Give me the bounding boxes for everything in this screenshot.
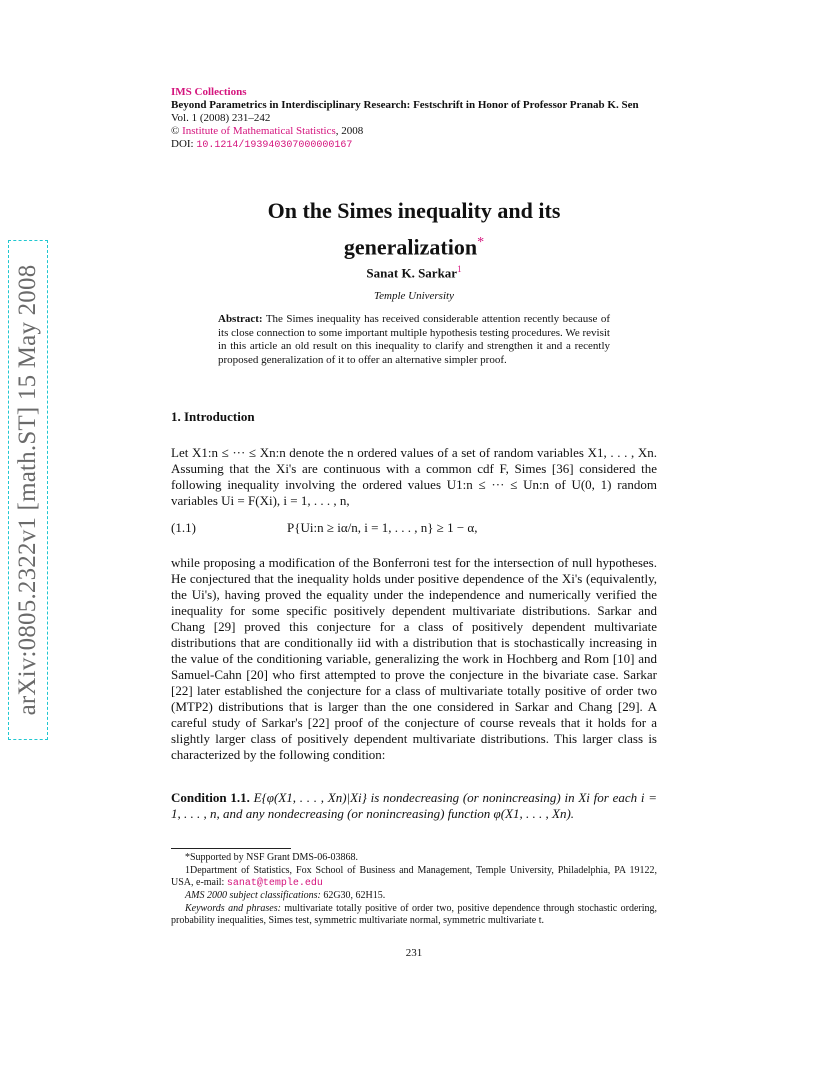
doi-line: [171, 138, 671, 152]
copyright-line: [171, 125, 671, 138]
journal-header: [171, 86, 671, 152]
copyright-symbol: ©: [171, 125, 180, 137]
arxiv-stamp-text[interactable]: arXiv:0805.2322v1 [math.ST] 15 May 2008: [8, 240, 48, 740]
abstract: [218, 313, 610, 367]
section-heading: 1. Introduction: [171, 409, 255, 424]
ams-value: 62G30, 62H15.: [320, 890, 386, 901]
keywords-label: Keywords and phrases:: [185, 903, 281, 914]
title-line-2: generalization: [343, 234, 478, 260]
footnote-affiliation-text: 1Department of Statistics, Fox School of Business and Management, Temple University, Philadelphia, PA 19122, USA, e-mail:: [171, 865, 657, 888]
arxiv-stamp: [8, 240, 48, 740]
book-title: Beyond Parametrics in Interdisciplinary Research: Festschrift in Honor of Professor Pranab K. Sen: [171, 99, 639, 111]
page-number: 231: [405, 947, 423, 959]
copyright-year: , 2008: [335, 125, 364, 137]
title-line-2-wrap: [171, 227, 657, 263]
abstract-label: Abstract:: [218, 313, 263, 325]
title-line-1: On the Simes inequality and its: [267, 198, 561, 223]
doi-link[interactable]: 10.1214/193940307000000167: [196, 140, 353, 151]
condition-1-1: [171, 790, 657, 822]
ams-label: AMS 2000 subject classifications:: [185, 890, 321, 901]
email-link[interactable]: sanat@temple.edu: [226, 878, 323, 889]
footnote-rule: [171, 848, 291, 849]
paper-title: [171, 195, 657, 263]
author-footnote-mark[interactable]: 1: [457, 264, 462, 274]
keywords: [171, 903, 657, 927]
series-name: IMS Collections: [171, 86, 247, 98]
intro-paragraph-1: Let X1:n ≤ ··· ≤ Xn:n denote the n ordered values of a set of random variables X1, . . . , Xn. Assuming that the Xi's are continuous with a common cdf F, Simes [36] considered the following inequality involving the ordered values U1:n ≤ ··· ≤ Un:n of U(0, 1) random variables Ui = F(Xi), i = 1, . . . , n,: [171, 445, 657, 508]
footnote-affiliation: [171, 865, 657, 890]
volume-info: Vol. 1 (2008) 231–242: [171, 112, 271, 124]
institute-link[interactable]: Institute of Mathematical Statistics: [182, 125, 336, 137]
equation-number: (1.1): [171, 520, 196, 535]
author-name: Sanat K. Sarkar: [366, 265, 458, 281]
footnote-support: *Supported by NSF Grant DMS-06-03868.: [185, 852, 359, 863]
author-affiliation: Temple University: [374, 290, 454, 302]
equation-body: P{Ui:n ≥ iα/n, i = 1, . . . , n} ≥ 1 − α,: [287, 520, 478, 535]
doi-label: DOI:: [171, 138, 197, 150]
author-line: [171, 264, 657, 281]
title-footnote-mark[interactable]: *: [477, 235, 485, 250]
keywords-value: multivariate totally positive of order two, positive dependence through stochastic ordering, probability inequalities, Simes test, symmetric multivariate normal, symmetric multivariate t.: [171, 903, 657, 926]
ams-classification: [171, 890, 657, 902]
intro-paragraph-2: while proposing a modification of the Bonferroni test for the intersection of null hypotheses. He conjectured that the inequality holds under positive dependence of the Xi's (equivalently, the Ui's), having proved the equality under the independence and numerically verified the inequality for some specific positively dependent multivariate distributions. Sarkar and Chang [29] proved this conjecture for a class of positively dependent multivariate distributions that are conditionally iid with a distribution that is stochastically increasing in the value of the conditioning variable, generalizing the work in Hochberg and Rom [10] and Samuel-Cahn [20] who first attempted to prove the conjecture in the bivariate case. Sarkar [22] later established the conjecture for a class of multivariate totally positive of order two (MTP2) distributions that is larger than the one considered in Sarkar and Chang [29]. A careful study of Sarkar's [22] proof of the conjecture of course reveals that it holds for a slightly larger class of positively dependent multivariate distributions. This larger class is characterized by the following condition:: [171, 555, 657, 762]
abstract-text: The Simes inequality has received considerable attention recently because of its close connection to some important multiple hypothesis testing procedures. We revisit in this article an old result on this inequality to clarify and strengthen it and a recently proposed generalization of it to offer an alternative simpler proof.: [218, 313, 610, 366]
condition-text: E{φ(X1, . . . , Xn)|Xi} is nondecreasing (or nonincreasing) in Xi for each i = 1, . . . , n, and any nondecreasing (or nonincreasing) function φ(X1, . . . , Xn).: [171, 790, 657, 821]
condition-label: Condition 1.1.: [171, 790, 250, 805]
